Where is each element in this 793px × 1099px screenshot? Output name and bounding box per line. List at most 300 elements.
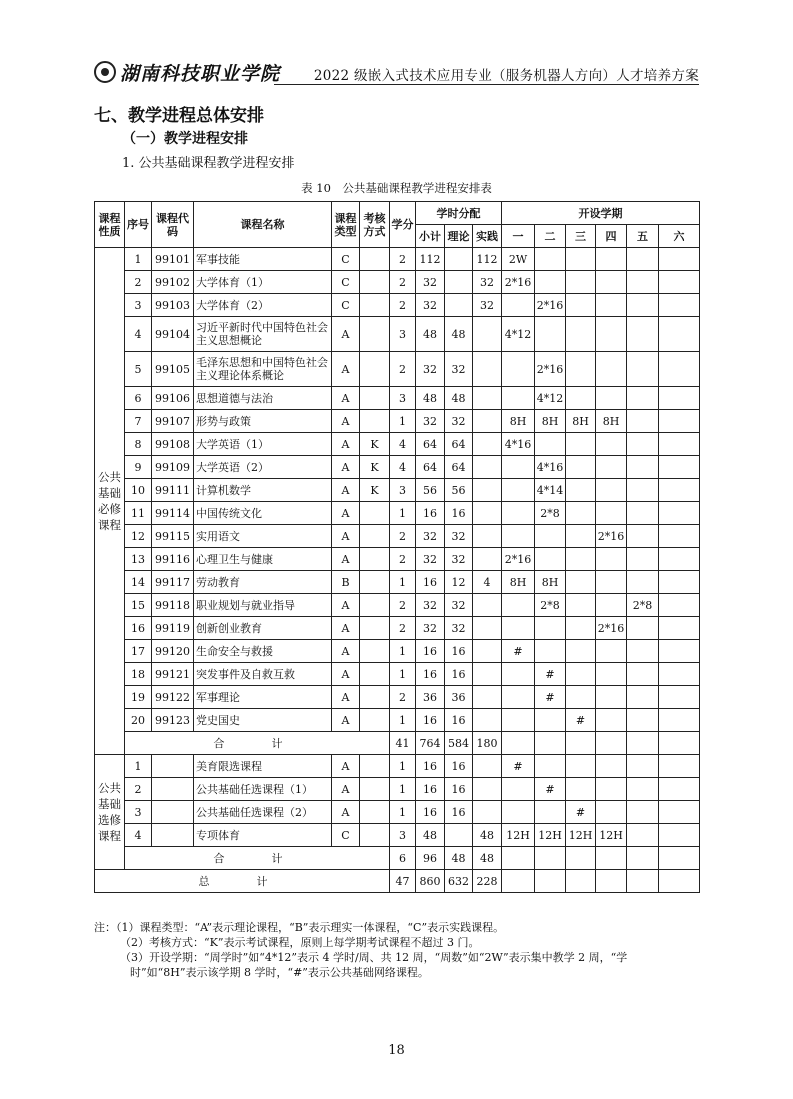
cell-semester-4 — [596, 571, 627, 594]
cell-total: 16 — [416, 801, 445, 824]
table-row — [95, 709, 700, 732]
cell-total: 112 — [416, 248, 445, 271]
cell-semester-5 — [627, 686, 659, 709]
cell-code: 99123 — [152, 709, 194, 732]
subtotal-semester-3 — [566, 732, 596, 755]
table-row — [95, 778, 700, 801]
cell-name: 劳动教育 — [194, 571, 332, 594]
grand-total-semester-4 — [596, 870, 627, 893]
category-cell: 公共基础选修课程 — [95, 755, 125, 870]
cell-semester-5 — [627, 502, 659, 525]
subtotal-theory: 584 — [445, 732, 473, 755]
cell-seq: 14 — [125, 571, 152, 594]
table-row — [95, 824, 700, 847]
cell-semester-1 — [502, 479, 535, 502]
cell-code: 99117 — [152, 571, 194, 594]
cell-semester-2: 2*16 — [535, 352, 566, 387]
school-logo-text: 湖南科技职业学院 — [120, 62, 281, 85]
cell-credit: 1 — [390, 571, 416, 594]
cell-semester-4: 8H — [596, 410, 627, 433]
cell-theory — [445, 294, 473, 317]
cell-practice: 48 — [473, 824, 502, 847]
subtotal-semester-6 — [659, 732, 700, 755]
grand-total-credit: 47 — [390, 870, 416, 893]
cell-code: 99114 — [152, 502, 194, 525]
cell-seq: 17 — [125, 640, 152, 663]
cell-semester-1 — [502, 778, 535, 801]
subtotal-total: 96 — [416, 847, 445, 870]
cell-semester-2: 4*14 — [535, 479, 566, 502]
cell-theory: 16 — [445, 663, 473, 686]
cell-credit: 2 — [390, 686, 416, 709]
cell-exam — [360, 709, 390, 732]
cell-total: 32 — [416, 294, 445, 317]
cell-semester-5 — [627, 456, 659, 479]
cell-credit: 4 — [390, 433, 416, 456]
cell-semester-5 — [627, 433, 659, 456]
cell-code: 99119 — [152, 617, 194, 640]
cell-semester-3 — [566, 617, 596, 640]
cell-name: 形势与政策 — [194, 410, 332, 433]
cell-semester-2: 4*12 — [535, 387, 566, 410]
cell-type: B — [332, 571, 360, 594]
cell-semester-1 — [502, 709, 535, 732]
cell-name: 习近平新时代中国特色社会主义思想概论 — [194, 317, 332, 352]
cell-semester-1: 2*16 — [502, 548, 535, 571]
cell-semester-6 — [659, 317, 700, 352]
cell-semester-1 — [502, 525, 535, 548]
cell-total: 16 — [416, 640, 445, 663]
cell-credit: 4 — [390, 456, 416, 479]
cell-practice — [473, 317, 502, 352]
cell-theory: 32 — [445, 410, 473, 433]
table-row — [95, 525, 700, 548]
table-row — [95, 617, 700, 640]
cell-practice — [473, 352, 502, 387]
cell-type: A — [332, 640, 360, 663]
grand-total-semester-2 — [535, 870, 566, 893]
cell-exam — [360, 640, 390, 663]
cell-semester-3 — [566, 387, 596, 410]
cell-practice: 112 — [473, 248, 502, 271]
cell-theory: 16 — [445, 801, 473, 824]
subtotal-credit: 6 — [390, 847, 416, 870]
cell-total: 32 — [416, 352, 445, 387]
cell-practice — [473, 548, 502, 571]
cell-practice: 4 — [473, 571, 502, 594]
cell-practice: 32 — [473, 271, 502, 294]
cell-type: A — [332, 525, 360, 548]
cell-semester-4 — [596, 548, 627, 571]
cell-semester-3 — [566, 594, 596, 617]
cell-theory: 32 — [445, 525, 473, 548]
cell-semester-5 — [627, 317, 659, 352]
cell-code — [152, 824, 194, 847]
header-seq: 序号 — [125, 202, 152, 248]
cell-semester-1 — [502, 617, 535, 640]
cell-semester-5 — [627, 709, 659, 732]
cell-exam: K — [360, 433, 390, 456]
cell-semester-2 — [535, 271, 566, 294]
cell-credit: 2 — [390, 248, 416, 271]
cell-theory: 16 — [445, 755, 473, 778]
subtotal-label: 合 计 — [125, 732, 390, 755]
cell-semester-3 — [566, 294, 596, 317]
cell-semester-3 — [566, 317, 596, 352]
table-row — [95, 755, 700, 778]
category-cell: 公共基础必修课程 — [95, 248, 125, 755]
cell-semester-6 — [659, 456, 700, 479]
cell-semester-5 — [627, 387, 659, 410]
header-semester-1: 一 — [502, 225, 535, 248]
table-row — [95, 594, 700, 617]
cell-practice — [473, 594, 502, 617]
cell-code: 99105 — [152, 352, 194, 387]
cell-semester-1: 2W — [502, 248, 535, 271]
cell-credit: 1 — [390, 663, 416, 686]
cell-credit: 3 — [390, 824, 416, 847]
cell-semester-3 — [566, 525, 596, 548]
subsection-heading: （一）教学进程安排 — [122, 131, 248, 147]
grand-total-semester-3 — [566, 870, 596, 893]
cell-semester-6 — [659, 755, 700, 778]
cell-name: 创新创业教育 — [194, 617, 332, 640]
cell-exam — [360, 294, 390, 317]
cell-semester-6 — [659, 824, 700, 847]
cell-seq: 9 — [125, 456, 152, 479]
header-semester-4: 四 — [596, 225, 627, 248]
cell-semester-5 — [627, 525, 659, 548]
cell-exam — [360, 352, 390, 387]
cell-semester-6 — [659, 387, 700, 410]
cell-seq: 7 — [125, 410, 152, 433]
cell-credit: 2 — [390, 352, 416, 387]
header-type: 课程类型 — [332, 202, 360, 248]
table-row — [95, 456, 700, 479]
grand-total-row — [95, 870, 700, 893]
cell-exam — [360, 502, 390, 525]
cell-practice — [473, 502, 502, 525]
cell-type: A — [332, 387, 360, 410]
cell-semester-6 — [659, 548, 700, 571]
cell-exam — [360, 571, 390, 594]
cell-semester-1 — [502, 594, 535, 617]
subtotal-row — [95, 847, 700, 870]
cell-total: 48 — [416, 824, 445, 847]
grand-total-theory: 632 — [445, 870, 473, 893]
cell-seq: 11 — [125, 502, 152, 525]
cell-seq: 3 — [125, 294, 152, 317]
cell-semester-5 — [627, 410, 659, 433]
subtotal-label: 合 计 — [125, 847, 390, 870]
table-row — [95, 248, 700, 271]
cell-theory — [445, 248, 473, 271]
cell-seq: 1 — [125, 755, 152, 778]
cell-semester-1: 8H — [502, 410, 535, 433]
cell-credit: 1 — [390, 410, 416, 433]
cell-type: A — [332, 663, 360, 686]
cell-name: 专项体育 — [194, 824, 332, 847]
cell-seq: 10 — [125, 479, 152, 502]
cell-exam — [360, 824, 390, 847]
cell-semester-4 — [596, 433, 627, 456]
cell-semester-1: 8H — [502, 571, 535, 594]
cell-credit: 1 — [390, 801, 416, 824]
subtotal-semester-3 — [566, 847, 596, 870]
header-credit: 学分 — [390, 202, 416, 248]
cell-theory: 64 — [445, 433, 473, 456]
table-caption: 表 10 公共基础课程教学进程安排表 — [301, 181, 492, 195]
cell-type: A — [332, 686, 360, 709]
cell-seq: 20 — [125, 709, 152, 732]
subtotal-semester-6 — [659, 847, 700, 870]
cell-semester-6 — [659, 686, 700, 709]
cell-total: 36 — [416, 686, 445, 709]
cell-total: 16 — [416, 571, 445, 594]
cell-theory: 32 — [445, 352, 473, 387]
cell-type: C — [332, 824, 360, 847]
cell-semester-5 — [627, 352, 659, 387]
cell-exam — [360, 525, 390, 548]
table-row — [95, 640, 700, 663]
cell-semester-2: # — [535, 663, 566, 686]
subtotal-practice: 180 — [473, 732, 502, 755]
cell-semester-5 — [627, 663, 659, 686]
cell-semester-4: 2*16 — [596, 525, 627, 548]
cell-credit: 1 — [390, 755, 416, 778]
cell-semester-5 — [627, 801, 659, 824]
cell-semester-4: 2*16 — [596, 617, 627, 640]
cell-semester-3 — [566, 502, 596, 525]
cell-semester-1 — [502, 294, 535, 317]
subtotal-practice: 48 — [473, 847, 502, 870]
cell-semester-6 — [659, 294, 700, 317]
cell-semester-4 — [596, 801, 627, 824]
cell-total: 16 — [416, 502, 445, 525]
cell-semester-1 — [502, 456, 535, 479]
cell-semester-2 — [535, 317, 566, 352]
cell-exam — [360, 410, 390, 433]
cell-credit: 2 — [390, 271, 416, 294]
cell-semester-6 — [659, 778, 700, 801]
header-hours-theory: 理论 — [445, 225, 473, 248]
cell-exam — [360, 755, 390, 778]
cell-semester-3 — [566, 640, 596, 663]
cell-semester-4 — [596, 663, 627, 686]
cell-code: 99122 — [152, 686, 194, 709]
subtotal-semester-1 — [502, 847, 535, 870]
cell-semester-2: 8H — [535, 571, 566, 594]
cell-semester-1 — [502, 663, 535, 686]
cell-seq: 13 — [125, 548, 152, 571]
cell-theory — [445, 824, 473, 847]
header-hours-total: 小计 — [416, 225, 445, 248]
cell-semester-5 — [627, 271, 659, 294]
cell-name: 公共基础任选课程（2） — [194, 801, 332, 824]
header-nature: 课程性质 — [95, 202, 125, 248]
cell-semester-4 — [596, 686, 627, 709]
subtotal-credit: 41 — [390, 732, 416, 755]
cell-type: A — [332, 410, 360, 433]
cell-credit: 2 — [390, 617, 416, 640]
cell-seq: 5 — [125, 352, 152, 387]
cell-exam — [360, 663, 390, 686]
cell-code — [152, 801, 194, 824]
cell-practice — [473, 686, 502, 709]
header-exam: 考核方式 — [360, 202, 390, 248]
cell-name: 思想道德与法治 — [194, 387, 332, 410]
header-semesters: 开设学期 — [502, 202, 700, 225]
cell-semester-6 — [659, 352, 700, 387]
cell-semester-6 — [659, 709, 700, 732]
cell-semester-2: 2*8 — [535, 502, 566, 525]
cell-name: 军事技能 — [194, 248, 332, 271]
cell-total: 56 — [416, 479, 445, 502]
cell-semester-6 — [659, 663, 700, 686]
cell-semester-3: # — [566, 709, 596, 732]
cell-semester-2 — [535, 433, 566, 456]
cell-semester-4 — [596, 387, 627, 410]
cell-seq: 4 — [125, 824, 152, 847]
cell-seq: 6 — [125, 387, 152, 410]
cell-type: A — [332, 352, 360, 387]
cell-seq: 2 — [125, 271, 152, 294]
document-title: 2022 级嵌入式技术应用专业（服务机器人方向）人才培养方案 — [313, 68, 699, 84]
note-line: （2）考核方式：“K”表示考试课程，原则上每学期考试课程不超过 3 门。 — [120, 936, 480, 949]
cell-total: 16 — [416, 709, 445, 732]
subtotal-semester-4 — [596, 847, 627, 870]
cell-seq: 4 — [125, 317, 152, 352]
cell-practice — [473, 640, 502, 663]
cell-code: 99101 — [152, 248, 194, 271]
table-row — [95, 433, 700, 456]
table-row — [95, 801, 700, 824]
cell-credit: 2 — [390, 525, 416, 548]
cell-code: 99102 — [152, 271, 194, 294]
cell-semester-1: 4*16 — [502, 433, 535, 456]
cell-total: 32 — [416, 548, 445, 571]
cell-theory: 16 — [445, 502, 473, 525]
cell-practice — [473, 479, 502, 502]
cell-theory: 16 — [445, 778, 473, 801]
cell-code: 99108 — [152, 433, 194, 456]
cell-semester-6 — [659, 617, 700, 640]
cell-type: A — [332, 755, 360, 778]
cell-semester-3 — [566, 456, 596, 479]
cell-semester-6 — [659, 433, 700, 456]
cell-semester-5 — [627, 548, 659, 571]
cell-theory: 16 — [445, 640, 473, 663]
cell-semester-4: 12H — [596, 824, 627, 847]
cell-semester-2: 2*16 — [535, 294, 566, 317]
cell-name: 党史国史 — [194, 709, 332, 732]
cell-type: A — [332, 778, 360, 801]
cell-semester-5 — [627, 755, 659, 778]
cell-practice — [473, 617, 502, 640]
table-row — [95, 294, 700, 317]
cell-practice — [473, 410, 502, 433]
cell-type: A — [332, 801, 360, 824]
cell-exam: K — [360, 479, 390, 502]
cell-exam — [360, 271, 390, 294]
cell-semester-5 — [627, 824, 659, 847]
cell-exam — [360, 248, 390, 271]
grand-total-label: 总 计 — [95, 870, 390, 893]
cell-semester-2 — [535, 640, 566, 663]
cell-semester-3 — [566, 479, 596, 502]
cell-name: 计算机数学 — [194, 479, 332, 502]
cell-semester-2: 4*16 — [535, 456, 566, 479]
cell-practice — [473, 801, 502, 824]
table-row — [95, 686, 700, 709]
cell-semester-1 — [502, 686, 535, 709]
cell-type: C — [332, 248, 360, 271]
cell-theory: 32 — [445, 594, 473, 617]
cell-type: A — [332, 502, 360, 525]
cell-theory — [445, 271, 473, 294]
cell-semester-1 — [502, 502, 535, 525]
cell-theory: 64 — [445, 456, 473, 479]
cell-code: 99107 — [152, 410, 194, 433]
cell-semester-3: 12H — [566, 824, 596, 847]
cell-semester-3 — [566, 433, 596, 456]
cell-total: 32 — [416, 525, 445, 548]
cell-semester-3 — [566, 248, 596, 271]
header-rule — [274, 84, 699, 85]
cell-semester-2 — [535, 755, 566, 778]
item-heading: 1. 公共基础课程教学进程安排 — [122, 156, 295, 171]
cell-semester-1 — [502, 352, 535, 387]
grand-total-semester-1 — [502, 870, 535, 893]
cell-practice — [473, 433, 502, 456]
table-row — [95, 352, 700, 387]
table-row — [95, 479, 700, 502]
grand-total-semester-5 — [627, 870, 659, 893]
cell-exam — [360, 617, 390, 640]
school-logo — [94, 58, 280, 86]
cell-name: 美育限选课程 — [194, 755, 332, 778]
cell-credit: 2 — [390, 548, 416, 571]
cell-practice — [473, 387, 502, 410]
cell-exam — [360, 387, 390, 410]
cell-theory: 56 — [445, 479, 473, 502]
cell-seq: 18 — [125, 663, 152, 686]
cell-total: 48 — [416, 317, 445, 352]
cell-total: 48 — [416, 387, 445, 410]
cell-credit: 3 — [390, 317, 416, 352]
subtotal-semester-5 — [627, 847, 659, 870]
cell-code: 99106 — [152, 387, 194, 410]
note-line: （3）开设学期：“周学时”如“4*12”表示 4 学时/周、共 12 周，“周数”如“2W”表示集中教学 2 周，“学 — [120, 951, 628, 964]
table-row — [95, 571, 700, 594]
course-schedule-table — [94, 201, 700, 893]
cell-seq: 19 — [125, 686, 152, 709]
cell-code — [152, 755, 194, 778]
cell-exam — [360, 801, 390, 824]
cell-semester-2: # — [535, 778, 566, 801]
cell-practice — [473, 778, 502, 801]
cell-name: 实用语文 — [194, 525, 332, 548]
cell-semester-3 — [566, 686, 596, 709]
header-hours: 学时分配 — [416, 202, 502, 225]
grand-total-total: 860 — [416, 870, 445, 893]
cell-semester-1: 2*16 — [502, 271, 535, 294]
cell-code: 99120 — [152, 640, 194, 663]
header-name: 课程名称 — [194, 202, 332, 248]
cell-exam: K — [360, 456, 390, 479]
grand-total-semester-6 — [659, 870, 700, 893]
cell-semester-2 — [535, 248, 566, 271]
